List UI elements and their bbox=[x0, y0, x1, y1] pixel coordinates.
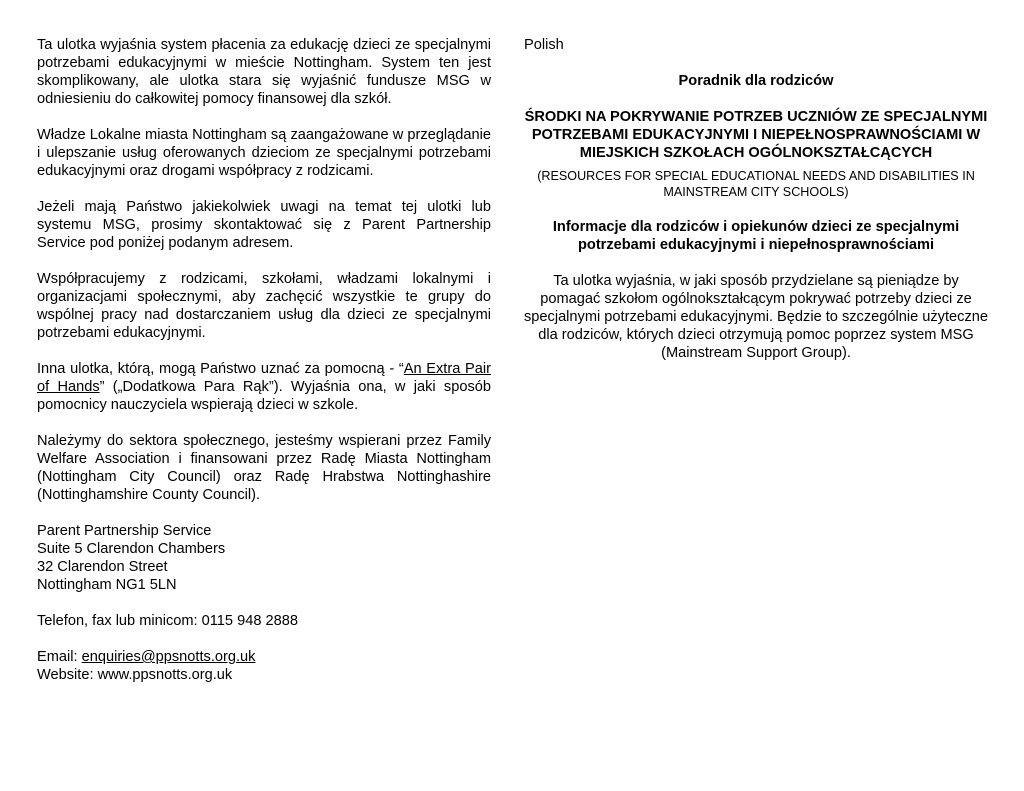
other-leaflet-text-before: Inna ulotka, którą, mogą Państwo uznać za pomocną - “ bbox=[37, 361, 404, 377]
contact-block bbox=[37, 648, 491, 684]
other-leaflet-text-after: ” („Dodatkowa Para Rąk”). Wyjaśnia ona, w jaki sposób pomocnicy nauczyciela wspierają dzieci w szkole. bbox=[37, 379, 491, 413]
main-title: ŚRODKI NA POKRYWANIE POTRZEB UCZNIÓW ZE SPECJALNYMI POTRZEBAMI EDUKACYJNYMI I NIEPEŁNOSPRAWNOŚCIAMI W MIEJSKICH SZKOŁACH OGÓLNOKSZTAŁCĄCYCH bbox=[524, 109, 988, 161]
extra-pair-of-hands-link[interactable]: An Extra Pair of Hands bbox=[37, 361, 491, 395]
address-line: Parent Partnership Service bbox=[37, 523, 212, 539]
paragraph-cooperation: Współpracujemy z rodzicami, szkołami, władzami lokalnymi i organizacjami społecznymi, aby zachęcić wszystkie te grupy do wspólnej pracy nad dostarczaniem usług dla dzieci ze specjalnymi potrzebami edukacyjnymi. bbox=[37, 271, 491, 341]
paragraph-funding: Należymy do sektora społecznego, jesteśmy wspierani przez Family Welfare Association i finansowani przez Radę Miasta Nottingham (Nottingham City Council) oraz Radę Hrabstwa Nottinghashire (Nottinghamshire County Council). bbox=[37, 433, 491, 503]
language-label: Polish bbox=[524, 37, 564, 53]
address-line: 32 Clarendon Street bbox=[37, 559, 168, 575]
phone-line: Telefon, fax lub minicom: 0115 948 2888 bbox=[37, 613, 298, 629]
guide-title: Poradnik dla rodziców bbox=[678, 73, 834, 89]
right-column bbox=[524, 36, 988, 362]
paragraph-local-authority: Władze Lokalne miasta Nottingham są zaangażowane w przeglądanie i ulepszanie usług oferowanych dzieciom ze specjalnymi potrzebami edukacyjnymi oraz drogami współpracy z rodzicami. bbox=[37, 127, 491, 179]
address-line: Nottingham NG1 5LN bbox=[37, 577, 177, 593]
website-line: Website: www.ppsnotts.org.uk bbox=[37, 667, 233, 683]
address-line: Suite 5 Clarendon Chambers bbox=[37, 541, 226, 557]
email-line bbox=[37, 648, 491, 666]
email-link[interactable]: enquiries@ppsnotts.org.uk bbox=[81, 649, 256, 665]
english-title: (RESOURCES FOR SPECIAL EDUCATIONAL NEEDS AND DISABILITIES IN MAINSTREAM CITY SCHOOLS) bbox=[537, 169, 975, 199]
info-heading: Informacje dla rodziców i opiekunów dzieci ze specjalnymi potrzebami edukacyjnymi i niepełnosprawnościami bbox=[552, 219, 960, 253]
email-label: Email: bbox=[37, 649, 82, 665]
paragraph-payment-system: Ta ulotka wyjaśnia system płacenia za edukację dzieci ze specjalnymi potrzebami edukacyjnymi w mieście Nottingham. System ten jest skomplikowany, ale ulotka stara się wyjaśnić fundusze MSG w odniesieniu do całkowitej pomocy finansowej dla szkół. bbox=[37, 37, 491, 107]
paragraph-other-leaflet bbox=[37, 360, 491, 414]
intro-paragraph: Ta ulotka wyjaśnia, w jaki sposób przydzielane są pieniądze by pomagać szkołom ogólnokształcącym pokrywać potrzeby dzieci ze specjalnymi potrzebami edukacyjnymi. Będzie to szczególnie użyteczne dla rodziców, których dzieci otrzymują pomoc poprzez system MSG (Mainstream Support Group). bbox=[524, 273, 988, 361]
address-block bbox=[37, 522, 491, 594]
left-column bbox=[37, 36, 491, 684]
paragraph-contact-request: Jeżeli mają Państwo jakiekolwiek uwagi na temat tej ulotki lub systemu MSG, prosimy skontaktować się z Parent Partnership Service pod poniżej podanym adresem. bbox=[37, 199, 491, 251]
